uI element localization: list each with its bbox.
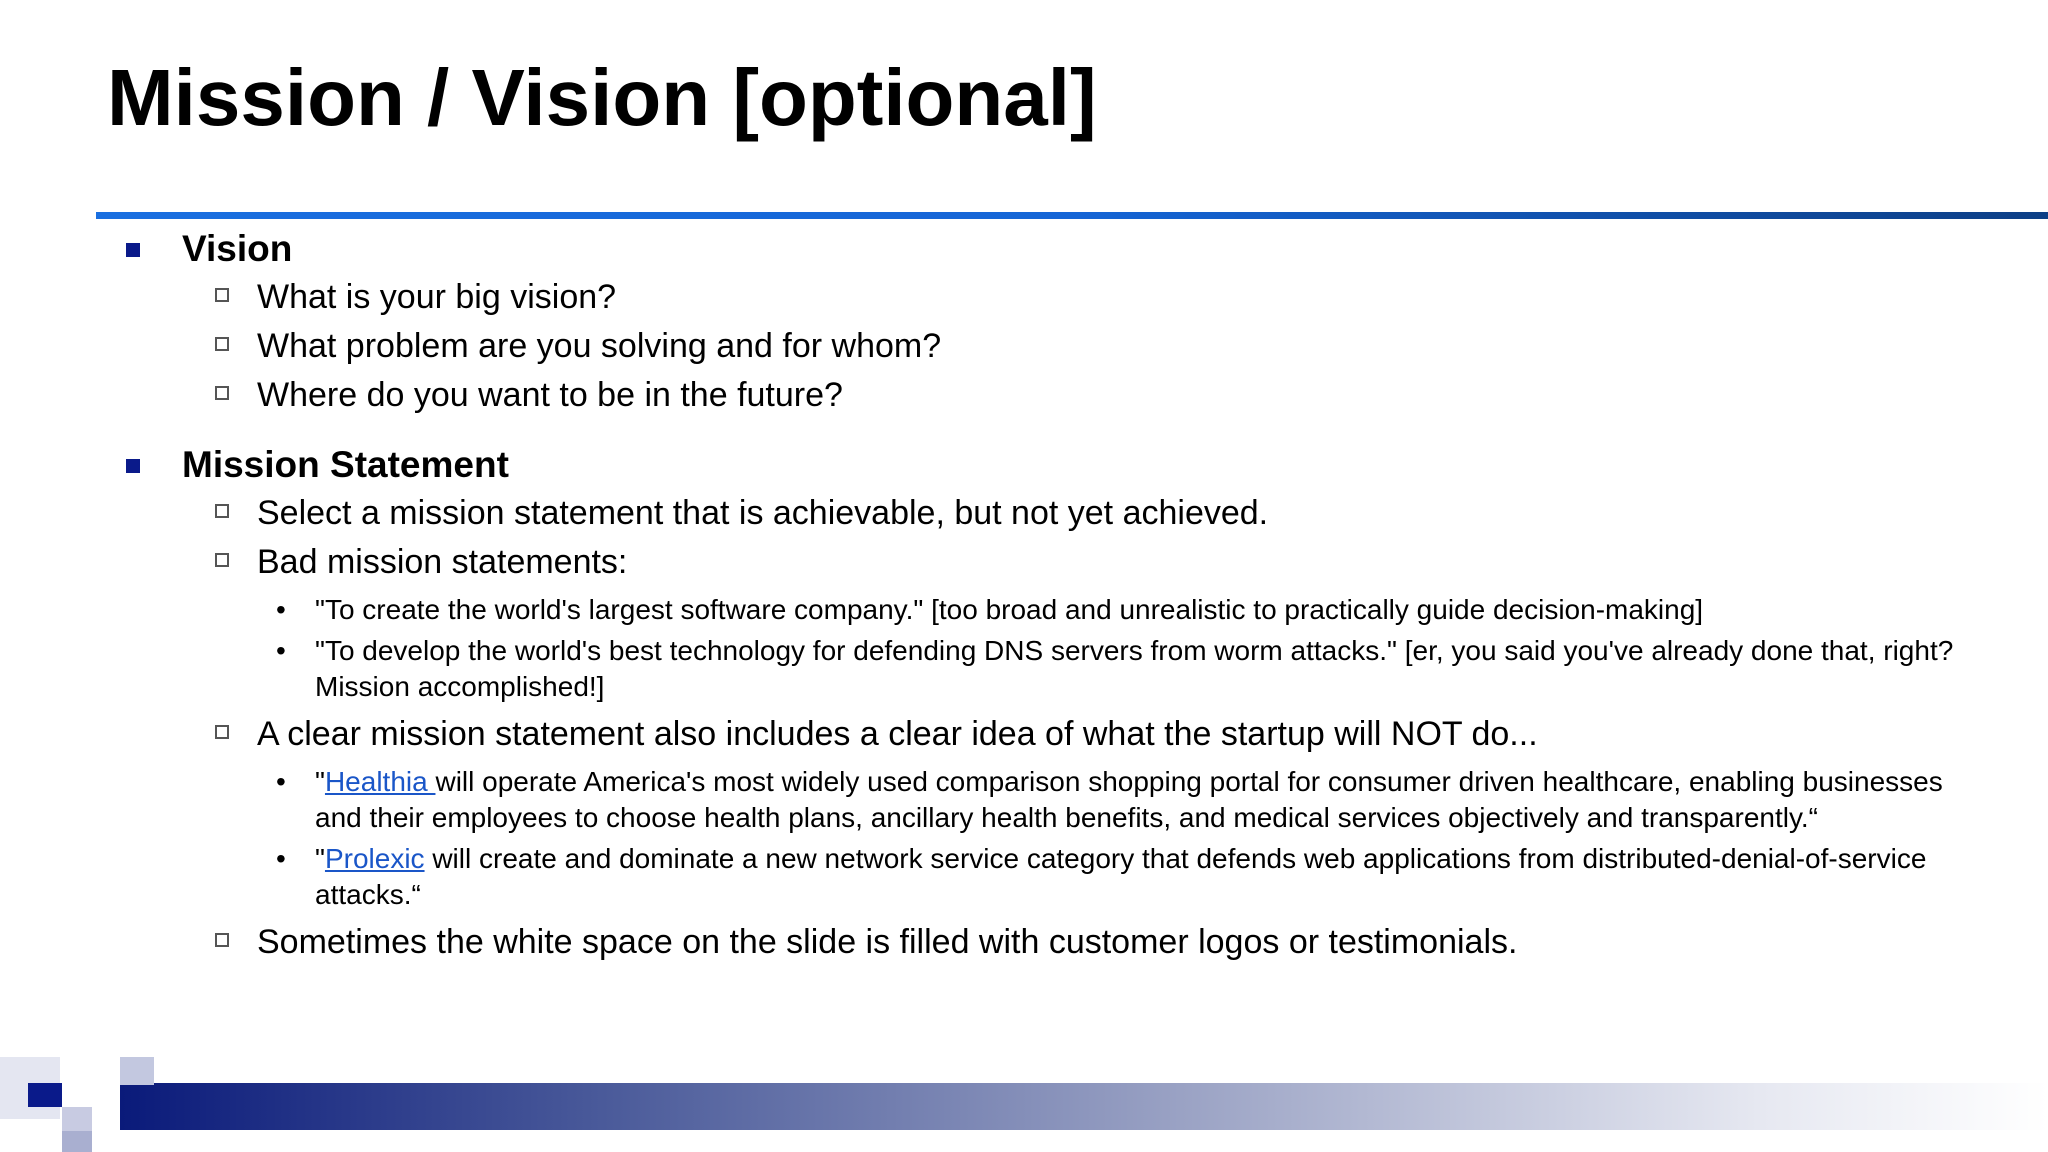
list-item-text: A clear mission statement also includes a clear idea of what the startup will NOT do... xyxy=(257,715,1538,753)
sub-list-item xyxy=(120,592,2000,628)
list-item-text: Where do you want to be in the future? xyxy=(257,376,843,414)
sub-list-item-text: "To develop the world's best technology for defending DNS servers from worm attacks." [er, you said you've already done that, right? Mission accomplished!] xyxy=(315,635,1954,702)
title-divider xyxy=(96,212,2048,219)
dot-bullet-icon: • xyxy=(276,766,286,797)
sub-list-item xyxy=(120,841,2000,913)
list-item xyxy=(120,273,2000,322)
list-item-text: Bad mission statements: xyxy=(257,543,628,581)
sub-list-item-text: will create and dominate a new network service category that defends web applications from distributed-denial-of-service attacks.“ xyxy=(315,843,1927,910)
list-item xyxy=(120,322,2000,371)
list-item-text: Sometimes the white space on the slide is filled with customer logos or testimonials. xyxy=(257,923,1518,961)
sub-list-item-text: "To create the world's largest software company." [too broad and unrealistic to practically guide decision-making] xyxy=(315,594,1704,625)
square-bullet-icon xyxy=(126,459,140,473)
list-item xyxy=(120,538,2000,587)
list-item xyxy=(120,489,2000,538)
decorative-square xyxy=(28,1083,62,1107)
list-item-text: Select a mission statement that is achievable, but not yet achieved. xyxy=(257,494,1269,532)
dot-bullet-icon: • xyxy=(276,843,286,874)
dot-bullet-icon: • xyxy=(276,594,286,625)
list-item xyxy=(120,371,2000,420)
list-item xyxy=(120,918,2000,967)
sub-list-item-text: will operate America's most widely used comparison shopping portal for consumer driven healthcare, enabling businesses and their employees to choose health plans, ancillary health benefits, and medical services objectively and transparently.“ xyxy=(315,766,1943,833)
hollow-square-bullet-icon xyxy=(215,725,229,739)
section-heading: Mission Statement xyxy=(182,444,509,485)
decorative-square xyxy=(62,1107,92,1131)
list-item-text: What problem are you solving and for whom? xyxy=(257,327,942,365)
sub-list-item xyxy=(120,764,2000,836)
section-mission-statement xyxy=(120,441,2000,489)
quote-open: " xyxy=(315,843,325,874)
hollow-square-bullet-icon xyxy=(215,288,229,302)
decorative-square xyxy=(62,1131,92,1152)
dot-bullet-icon: • xyxy=(276,635,286,666)
sub-list-item xyxy=(120,633,2000,705)
healthia-link[interactable]: Healthia xyxy=(324,766,436,797)
slide-title: Mission / Vision [optional] xyxy=(107,53,1097,142)
hollow-square-bullet-icon xyxy=(215,386,229,400)
list-item xyxy=(120,710,2000,759)
section-heading: Vision xyxy=(182,228,293,269)
decorative-square xyxy=(120,1057,154,1085)
slide-body xyxy=(120,225,2000,967)
hollow-square-bullet-icon xyxy=(215,933,229,947)
quote-open: " xyxy=(315,766,325,797)
hollow-square-bullet-icon xyxy=(215,504,229,518)
square-bullet-icon xyxy=(126,243,140,257)
list-item-text: What is your big vision? xyxy=(257,278,617,316)
section-vision xyxy=(120,225,2000,273)
hollow-square-bullet-icon xyxy=(215,553,229,567)
footer-gradient-bar xyxy=(120,1083,2048,1130)
hollow-square-bullet-icon xyxy=(215,337,229,351)
prolexic-link[interactable]: Prolexic xyxy=(324,843,425,874)
